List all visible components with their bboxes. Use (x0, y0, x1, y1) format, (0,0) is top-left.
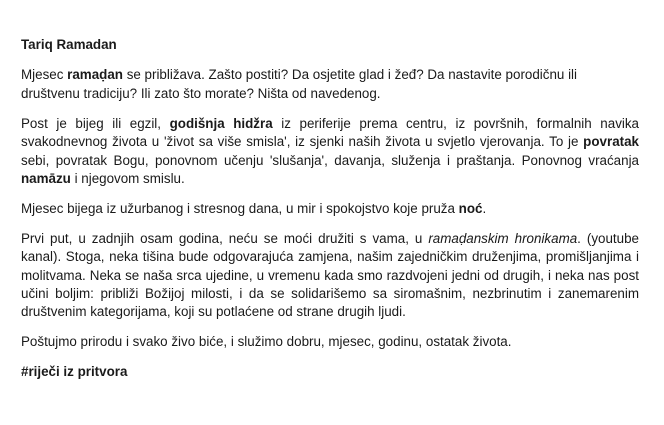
text-run: sebi, povratak Bogu, ponovnom učenju 'slušanja', davanja, služenja i praštanja. Ponovnog vraćanja (21, 152, 639, 168)
paragraph-respect (21, 333, 639, 351)
bold-term: ramaḍan (67, 67, 123, 83)
author-heading: Tariq Ramadan (21, 37, 117, 52)
text-run: Mjesec (21, 67, 68, 83)
paragraph-night (21, 200, 639, 218)
text-run: . (482, 200, 487, 216)
text-run: Post je bijeg ili egzil, (21, 115, 170, 131)
text-run: . (youtube kanal). Stoga, neka tišina bude odgovarajuća zamjena, našim zajedničkim druženjima, promišljanjima i molitvama. Neka se naša srca ujedine, u vremenu kada smo razdvojeni jedni od drugih, i neka nas post učini boljim: približi Božijoj milosti, i da se solidarišemo sa siromašnim, nezbrinutim i zanemarenim društvenim kategorijama, koji su potlaćene od strane drugih ljudi. (21, 230, 639, 320)
hashtag: #riječi iz pritvora (21, 364, 128, 380)
text-run: i njegovom smislu. (70, 170, 185, 186)
text-run: Poštujmo prirodu i svako živo biće, i služimo dobru, mjesec, godinu, ostatak života. (21, 334, 512, 350)
italic-term: ramaḍanskim hronikama (428, 230, 578, 246)
paragraph-chronicles (21, 230, 639, 322)
document-body (21, 66, 639, 351)
bold-term: namāzu (21, 170, 71, 186)
bold-term: godišnja hidžra (169, 115, 273, 131)
bold-term: noć (458, 200, 483, 216)
document-page (21, 36, 639, 382)
bold-term: povratak (583, 134, 639, 150)
paragraph-hijra (21, 115, 639, 189)
text-run: iz periferije prema centru, iz površnih, formalnih navika svakodnevnog života u 'život sa više smisla', iz sjenki naših života u svjetlo vjerovanja. To je (21, 115, 640, 150)
text-run: Mjesec bijega iz užurbanog i stresnog dana, u mir i spokojstvo koje pruža (21, 200, 459, 216)
paragraph-intro (21, 66, 639, 103)
text-run: Prvi put, u zadnjih osam godina, neću se moći družiti s vama, u (21, 230, 429, 246)
text-run: se približava. Zašto postiti? Da osjetite glad i žeđ? Da nastavite porodičnu ili društvenu tradiciju? Ili zato što morate? Ništa od navedenog. (21, 67, 578, 101)
